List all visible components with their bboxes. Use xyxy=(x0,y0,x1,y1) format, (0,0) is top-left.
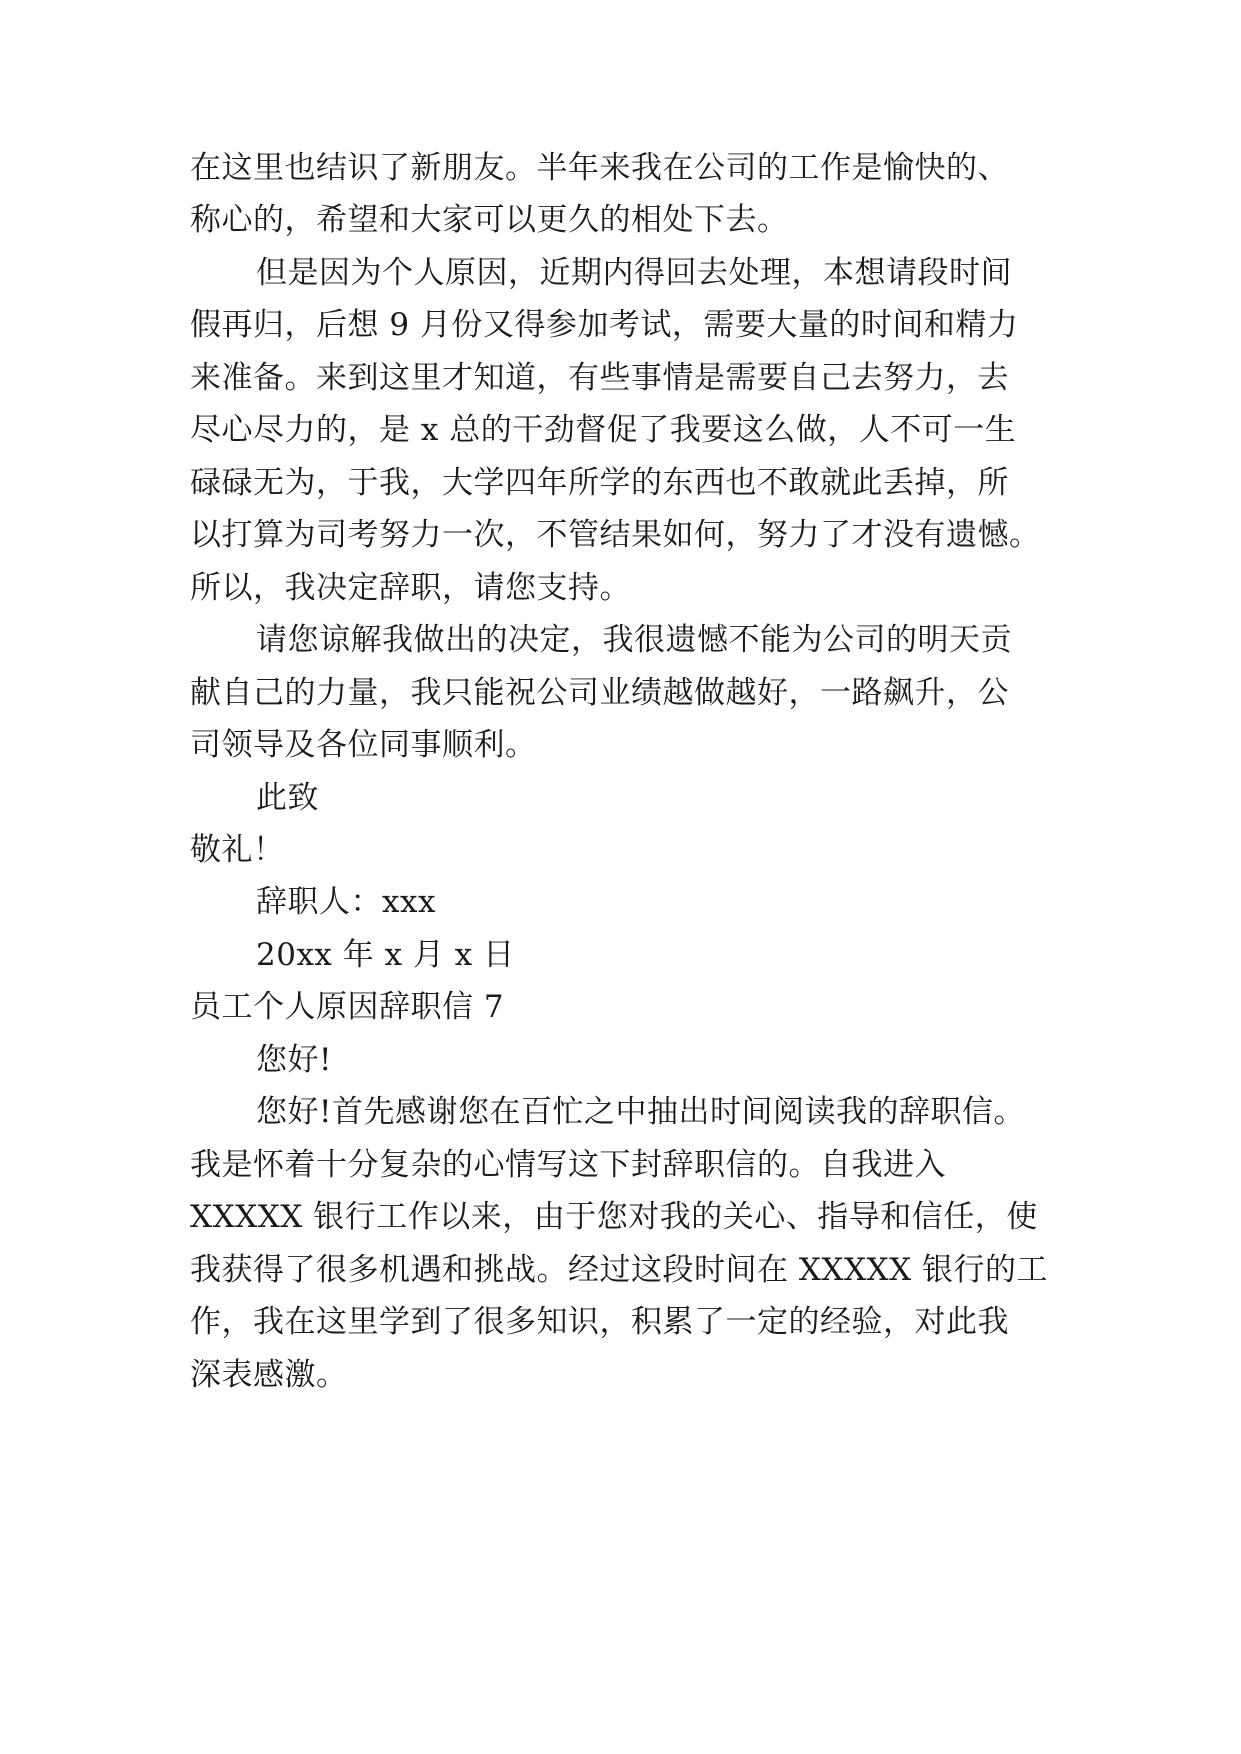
text-line: 司领导及各位同事顺利。 xyxy=(190,727,537,763)
text-line: 在这里也结识了新朋友。半年来我在公司的工作是愉快的、 xyxy=(190,150,1009,186)
text-line: 称心的，希望和大家可以更久的相处下去。 xyxy=(190,202,789,238)
section-title: 员工个人原因辞职信 7 xyxy=(190,989,505,1025)
text-line: 以打算为司考努力一次，不管结果如何，努力了才没有遗憾。 xyxy=(190,517,1041,553)
text-line: 来准备。来到这里才知道，有些事情是需要自己去努力，去 xyxy=(190,360,1009,396)
closing-phrase: 此致 xyxy=(256,780,319,816)
closing-salutation: 敬礼！ xyxy=(190,832,285,868)
date-line: 20xx 年 x 月 x 日 xyxy=(256,937,515,973)
paragraph-start: 但是因为个人原因，近期内得回去处理，本想请段时间 xyxy=(256,255,1012,291)
paragraph-start: 您好!首先感谢您在百忙之中抽出时间阅读我的辞职信。 xyxy=(256,1094,1025,1130)
text-line: 我获得了很多机遇和挑战。经过这段时间在 XXXXX 银行的工 xyxy=(190,1252,1049,1288)
text-line: XXXXX 银行工作以来，由于您对我的关心、指导和信任，使 xyxy=(190,1199,1038,1235)
text-line: 我是怀着十分复杂的心情写这下封辞职信的。自我进入 xyxy=(190,1147,946,1183)
text-line: 假再归，后想 9 月份又得参加考试，需要大量的时间和精力 xyxy=(190,307,1019,343)
greeting: 您好! xyxy=(256,1042,332,1078)
text-line: 作，我在这里学到了很多知识，积累了一定的经验，对此我 xyxy=(190,1304,1009,1340)
text-line: 尽心尽力的，是 x 总的干劲督促了我要这么做，人不可一生 xyxy=(190,412,1017,448)
text-line: 献自己的力量，我只能祝公司业绩越做越好，一路飙升，公 xyxy=(190,675,1009,711)
text-line: 深表感激。 xyxy=(190,1357,348,1393)
paragraph-start: 请您谅解我做出的决定，我很遗憾不能为公司的明天贡 xyxy=(256,622,1012,658)
text-line: 所以，我决定辞职，请您支持。 xyxy=(190,570,631,606)
signature-line: 辞职人：xxx xyxy=(256,884,436,920)
text-line: 碌碌无为，于我，大学四年所学的东西也不敢就此丢掉，所 xyxy=(190,465,1009,501)
